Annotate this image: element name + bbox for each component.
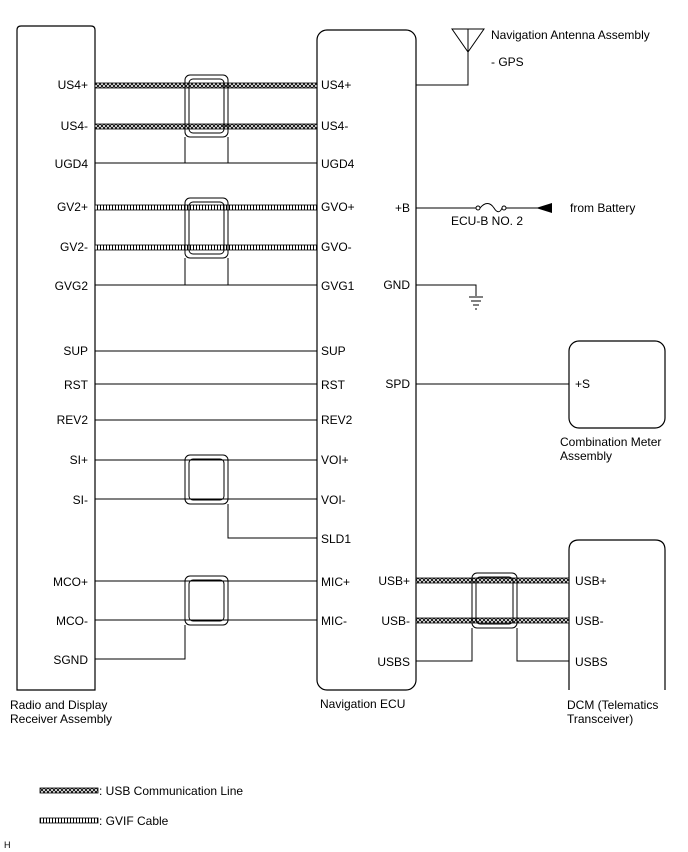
radio-pins-pin-13: SGND: [53, 653, 88, 667]
meter-name-line1: Combination Meter: [560, 435, 662, 449]
radio-pins-pin-12: MCO-: [56, 614, 88, 628]
ground-icon: [469, 297, 483, 309]
dcm-pins-pin-0: USB+: [575, 574, 607, 588]
ecu-name: Navigation ECU: [320, 697, 406, 711]
corner-mark: H: [4, 840, 11, 850]
shield-mic: [185, 576, 228, 625]
radio-pins-pin-10: SI-: [72, 493, 88, 507]
ecu-right-pins-pin-4: USB-: [381, 614, 410, 628]
ecu-left-pins-pin-13: MIC-: [321, 614, 347, 628]
radio-pins-pin-11: MCO+: [52, 575, 88, 589]
ecu-left-pins-pin-8: REV2: [321, 413, 353, 427]
radio-pins-pin-8: REV2: [56, 413, 88, 427]
cable-gv-minus: [95, 245, 317, 250]
ecu-left-pins-pin-0: US4+: [321, 78, 352, 92]
dcm-name-line2: Transceiver): [567, 712, 634, 726]
legend-usb-swatch: [40, 788, 98, 793]
ecu-left-pins-pin-6: SUP: [321, 344, 346, 358]
legend-gvif-label: : GVIF Cable: [99, 814, 169, 828]
radio-pins-pin-3: GV2+: [56, 200, 88, 214]
radio-pins-pin-4: GV2-: [59, 240, 88, 254]
ecu-right-pins-pin-0: +B: [394, 201, 410, 215]
legend: [40, 784, 243, 828]
ecu-right-pins-pin-2: SPD: [385, 377, 410, 391]
ecu-left-pins-pin-10: VOI-: [321, 493, 346, 507]
dcm-pins-pin-1: USB-: [575, 614, 604, 628]
ecu-left-pins-pin-7: RST: [321, 378, 345, 392]
ecu-right-pins-pin-3: USB+: [378, 574, 410, 588]
radio-pins-pin-6: SUP: [63, 344, 88, 358]
radio-pins-pin-1: US4-: [60, 119, 88, 133]
ecu-left-pins-pin-11: SLD1: [321, 532, 352, 546]
radio-pins-pin-2: UGD4: [54, 157, 88, 171]
ecu-right-pins-pin-5: USBS: [377, 655, 410, 669]
antenna-sub: - GPS: [491, 55, 524, 69]
meter-pin-label: +S: [575, 377, 591, 391]
ecu-left-pins-pin-4: GVO-: [321, 240, 352, 254]
cable-us4-plus: [95, 83, 317, 88]
ecu-left-pins-pin-5: GVG1: [321, 279, 355, 293]
wire-gnd: [416, 285, 476, 296]
ecu-left-pins-pin-9: VOI+: [321, 453, 349, 467]
shield-usb-inner: [476, 577, 513, 624]
legend-usb-label: : USB Communication Line: [99, 784, 244, 798]
shield-mic-inner: [189, 580, 224, 621]
fuse-label: ECU-B NO. 2: [451, 214, 524, 228]
legend-gvif-swatch: [40, 818, 98, 823]
fuse-terminal-right: [502, 206, 506, 210]
radio-pins-pin-5: GVG2: [54, 279, 88, 293]
antenna-lead: [416, 29, 468, 85]
ecu-left-pins-pin-3: GVO+: [321, 200, 355, 214]
radio-pins-pin-0: US4+: [57, 78, 88, 92]
shield-voi: [185, 455, 228, 504]
fuse-terminal-left: [476, 206, 480, 210]
cable-gv-plus: [95, 205, 317, 210]
ecu-left-pins-pin-1: US4-: [321, 119, 349, 133]
cable-usb-minus: [416, 618, 569, 623]
cable-us4-minus: [95, 124, 317, 129]
ecu-left-pins-pin-2: UGD4: [321, 157, 355, 171]
battery-label: from Battery: [570, 201, 636, 215]
radio-pins-pin-7: RST: [64, 378, 88, 392]
ecu-left-pins-pin-12: MIC+: [321, 575, 351, 589]
ecu-right-pins-pin-1: GND: [383, 278, 410, 292]
radio-pins-pin-9: SI+: [69, 453, 88, 467]
drain-voi: [228, 504, 317, 538]
meter-name-line2: Assembly: [560, 449, 613, 463]
drain-usb-ecu: [416, 628, 472, 661]
fuse-icon: [480, 204, 502, 212]
cable-usb-plus: [416, 578, 569, 583]
battery-arrow-icon: [536, 203, 552, 213]
radio-name-line2: Receiver Assembly: [10, 712, 113, 726]
drain-usb-dcm: [517, 628, 569, 661]
antenna-name: Navigation Antenna Assembly: [491, 28, 650, 42]
dcm-name-line1: DCM (Telematics: [567, 698, 659, 712]
radio-name-line1: Radio and Display: [10, 698, 108, 712]
drain-mic: [95, 625, 185, 659]
shield-voi-inner: [189, 459, 224, 500]
dcm-pins-pin-2: USBS: [575, 655, 608, 669]
